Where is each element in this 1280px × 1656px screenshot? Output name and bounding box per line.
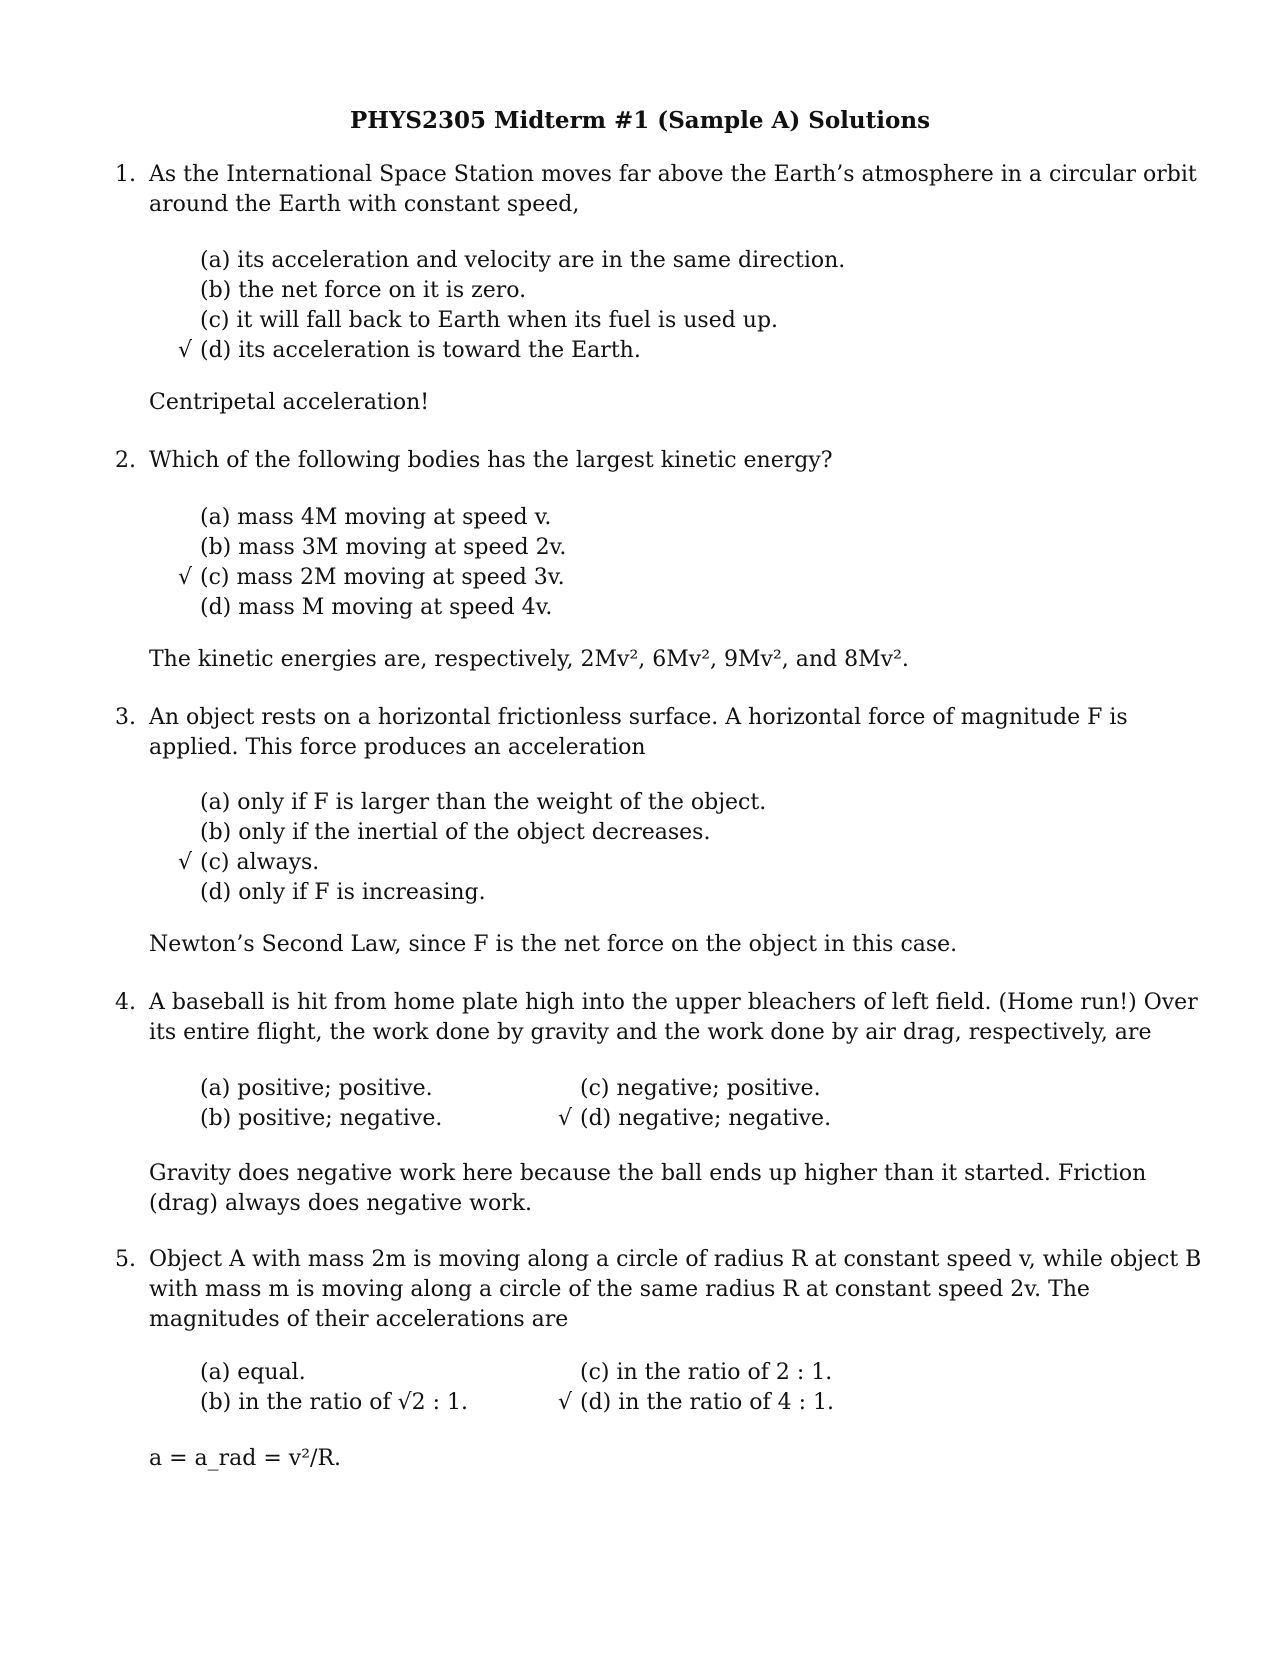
question-1-options [180,246,845,366]
question-text: Which of the following bodies has the largest kinetic energy? [149,448,833,473]
question-number: 1. [115,162,136,187]
question-4 [115,988,1210,1048]
question-number: 4. [115,990,136,1015]
question-2-options [180,503,566,623]
option: (b) in the ratio of √2 : 1. [200,1390,468,1415]
question-3-explanation: Newton’s Second Law, since F is the net force on the object in this case. [149,932,958,957]
option-correct: √ (d) in the ratio of 4 : 1. [560,1388,900,1418]
question-number: 3. [115,705,136,730]
option: (b) mass 3M moving at speed 2v. [200,535,567,560]
check-mark-icon: √ [558,1390,573,1415]
question-5-options [180,1358,900,1418]
option-correct: √ (c) always. [180,848,766,878]
option: (c) it will fall back to Earth when its fuel is used up. [200,308,779,333]
question-5 [115,1245,1210,1335]
option: (c) negative; positive. [580,1076,821,1101]
question-text: As the International Space Station moves far above the Earth’s atmosphere in a circular orbit around the Earth with constant speed, [149,162,1197,217]
option: (c) in the ratio of 2 : 1. [580,1360,833,1385]
option: (a) its acceleration and velocity are in the same direction. [200,248,846,273]
option-correct: √ (d) its acceleration is toward the Earth. [180,336,845,366]
check-mark-icon: √ [178,565,193,590]
question-4-explanation: Gravity does negative work here because the ball ends up higher than it started. Friction (drag) always does negative work. [149,1161,1147,1216]
question-text: Object A with mass 2m is moving along a circle of radius R at constant speed v, while object B with mass m is moving along a circle of the same radius R at constant speed 2v. The magnitudes of their accelerations are [149,1247,1202,1332]
option: (b) only if the inertial of the object decreases. [200,820,711,845]
option-correct: √ (d) negative; negative. [560,1104,900,1134]
option: (b) the net force on it is zero. [200,278,527,303]
question-2-explanation: The kinetic energies are, respectively, 2Mv², 6Mv², 9Mv², and 8Mv². [149,647,909,672]
question-4-options [180,1074,900,1134]
option: (a) positive; positive. [200,1076,433,1101]
option: (a) mass 4M moving at speed v. [200,505,552,530]
question-1-explanation: Centripetal acceleration! [149,390,430,415]
question-1 [115,160,1210,220]
question-2 [115,446,1210,476]
option: (a) equal. [200,1360,306,1385]
option: (d) mass M moving at speed 4v. [200,595,553,620]
check-mark-icon: √ [558,1106,573,1131]
question-3 [115,703,1210,763]
check-mark-icon: √ [178,850,193,875]
option: (d) only if F is increasing. [200,880,486,905]
question-5-explanation: a = a_rad = v²/R. [149,1446,342,1471]
option: (b) positive; negative. [200,1106,443,1131]
option-correct: √ (c) mass 2M moving at speed 3v. [180,563,566,593]
check-mark-icon: √ [178,338,193,363]
page-title: PHYS2305 Midterm #1 (Sample A) Solutions [349,107,931,134]
option: (a) only if F is larger than the weight of the object. [200,790,767,815]
question-number: 5. [115,1247,136,1272]
question-text: An object rests on a horizontal frictionless surface. A horizontal force of magnitude F is applied. This force produces an acceleration [149,705,1128,760]
question-text: A baseball is hit from home plate high into the upper bleachers of left field. (Home run!) Over its entire flight, the work done by gravity and the work done by air drag, respectively, are [149,990,1198,1045]
question-3-options [180,788,766,908]
question-number: 2. [115,448,136,473]
